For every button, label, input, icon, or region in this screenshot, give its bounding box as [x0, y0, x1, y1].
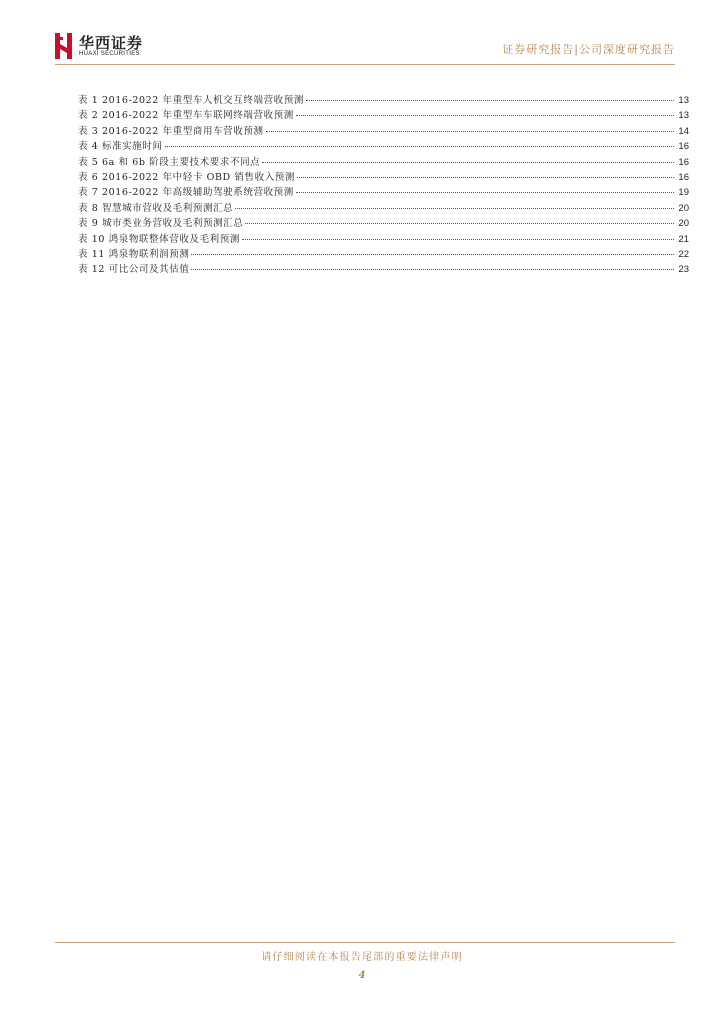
toc-entry-label: 表 9 城市类业务营收及毛利预测汇总 [78, 218, 244, 230]
logo-chinese-name: 华西证券 [79, 34, 144, 52]
legal-disclaimer: 请仔细阅读在本报告尾部的重要法律声明 [261, 952, 463, 963]
toc-entry-label: 表 11 鸿泉物联利润预测 [78, 248, 190, 260]
toc-entry-page: 13 [678, 110, 689, 122]
toc-entry[interactable] [78, 262, 689, 277]
toc-entry[interactable] [78, 124, 689, 139]
toc-entry-page: 14 [678, 125, 689, 137]
toc-entry[interactable] [78, 185, 689, 200]
toc-entry-label: 表 12 可比公司及其估值 [78, 264, 190, 276]
toc-dot-leader [242, 239, 674, 240]
toc-dot-leader [297, 177, 674, 178]
page-header [55, 30, 675, 64]
toc-entry-label: 表 4 标准实施时间 [78, 141, 163, 153]
toc-entry[interactable] [78, 201, 689, 216]
toc-entry-page: 16 [678, 171, 689, 183]
toc-entry-page: 20 [678, 218, 689, 230]
toc-dot-leader [235, 208, 674, 209]
toc-dot-leader [296, 115, 674, 116]
toc-entry[interactable] [78, 155, 689, 170]
toc-entry-label: 表 2 2016-2022 年重型车车联网终端营收预测 [78, 110, 294, 122]
toc-entry[interactable] [78, 108, 689, 123]
header-divider [55, 64, 675, 65]
toc-entry-page: 22 [678, 248, 689, 260]
toc-entry-page: 21 [678, 233, 689, 245]
toc-entry[interactable] [78, 216, 689, 231]
toc-dot-leader [306, 100, 674, 101]
toc-entry-page: 20 [678, 202, 689, 214]
toc-entry-label: 表 5 6a 和 6b 阶段主要技术要求不同点 [78, 156, 261, 168]
toc-dot-leader [191, 269, 674, 270]
toc-entry-label: 表 3 2016-2022 年重型商用车营收预测 [78, 125, 264, 137]
toc-dot-leader [165, 146, 674, 147]
toc-entry-page: 16 [678, 156, 689, 168]
toc-entry[interactable] [78, 139, 689, 154]
toc-dot-leader [245, 223, 674, 224]
company-logo [55, 30, 175, 64]
toc-entry-page: 13 [678, 95, 689, 106]
huaxi-logo-icon [55, 33, 73, 59]
page-number: 4 [358, 970, 366, 981]
toc-entry-label: 表 8 智慧城市营收及毛利预测汇总 [78, 202, 234, 214]
table-of-tables [78, 93, 689, 278]
footer-divider [55, 942, 675, 943]
toc-dot-leader [262, 162, 674, 163]
toc-entry-label: 表 6 2016-2022 年中轻卡 OBD 销售收入预测 [78, 171, 295, 183]
toc-entry[interactable] [78, 93, 689, 108]
toc-entry-label: 表 1 2016-2022 年重型车人机交互终端营收预测 [78, 95, 304, 106]
toc-entry-label: 表 7 2016-2022 年高级辅助驾驶系统营收预测 [78, 187, 294, 199]
toc-entry[interactable] [78, 170, 689, 185]
toc-entry-page: 16 [678, 141, 689, 153]
toc-entry[interactable] [78, 247, 689, 262]
toc-entry-label: 表 10 鸿泉物联整体营收及毛利预测 [78, 233, 240, 245]
toc-entry[interactable] [78, 232, 689, 247]
toc-dot-leader [296, 192, 674, 193]
report-type: 证券研究报告|公司深度研究报告 [502, 43, 675, 56]
toc-entry-page: 19 [678, 187, 689, 199]
toc-dot-leader [191, 254, 674, 255]
toc-dot-leader [266, 131, 674, 132]
logo-english-name: HUAXI SECURITIES [79, 51, 140, 57]
toc-entry-page: 23 [678, 264, 689, 276]
